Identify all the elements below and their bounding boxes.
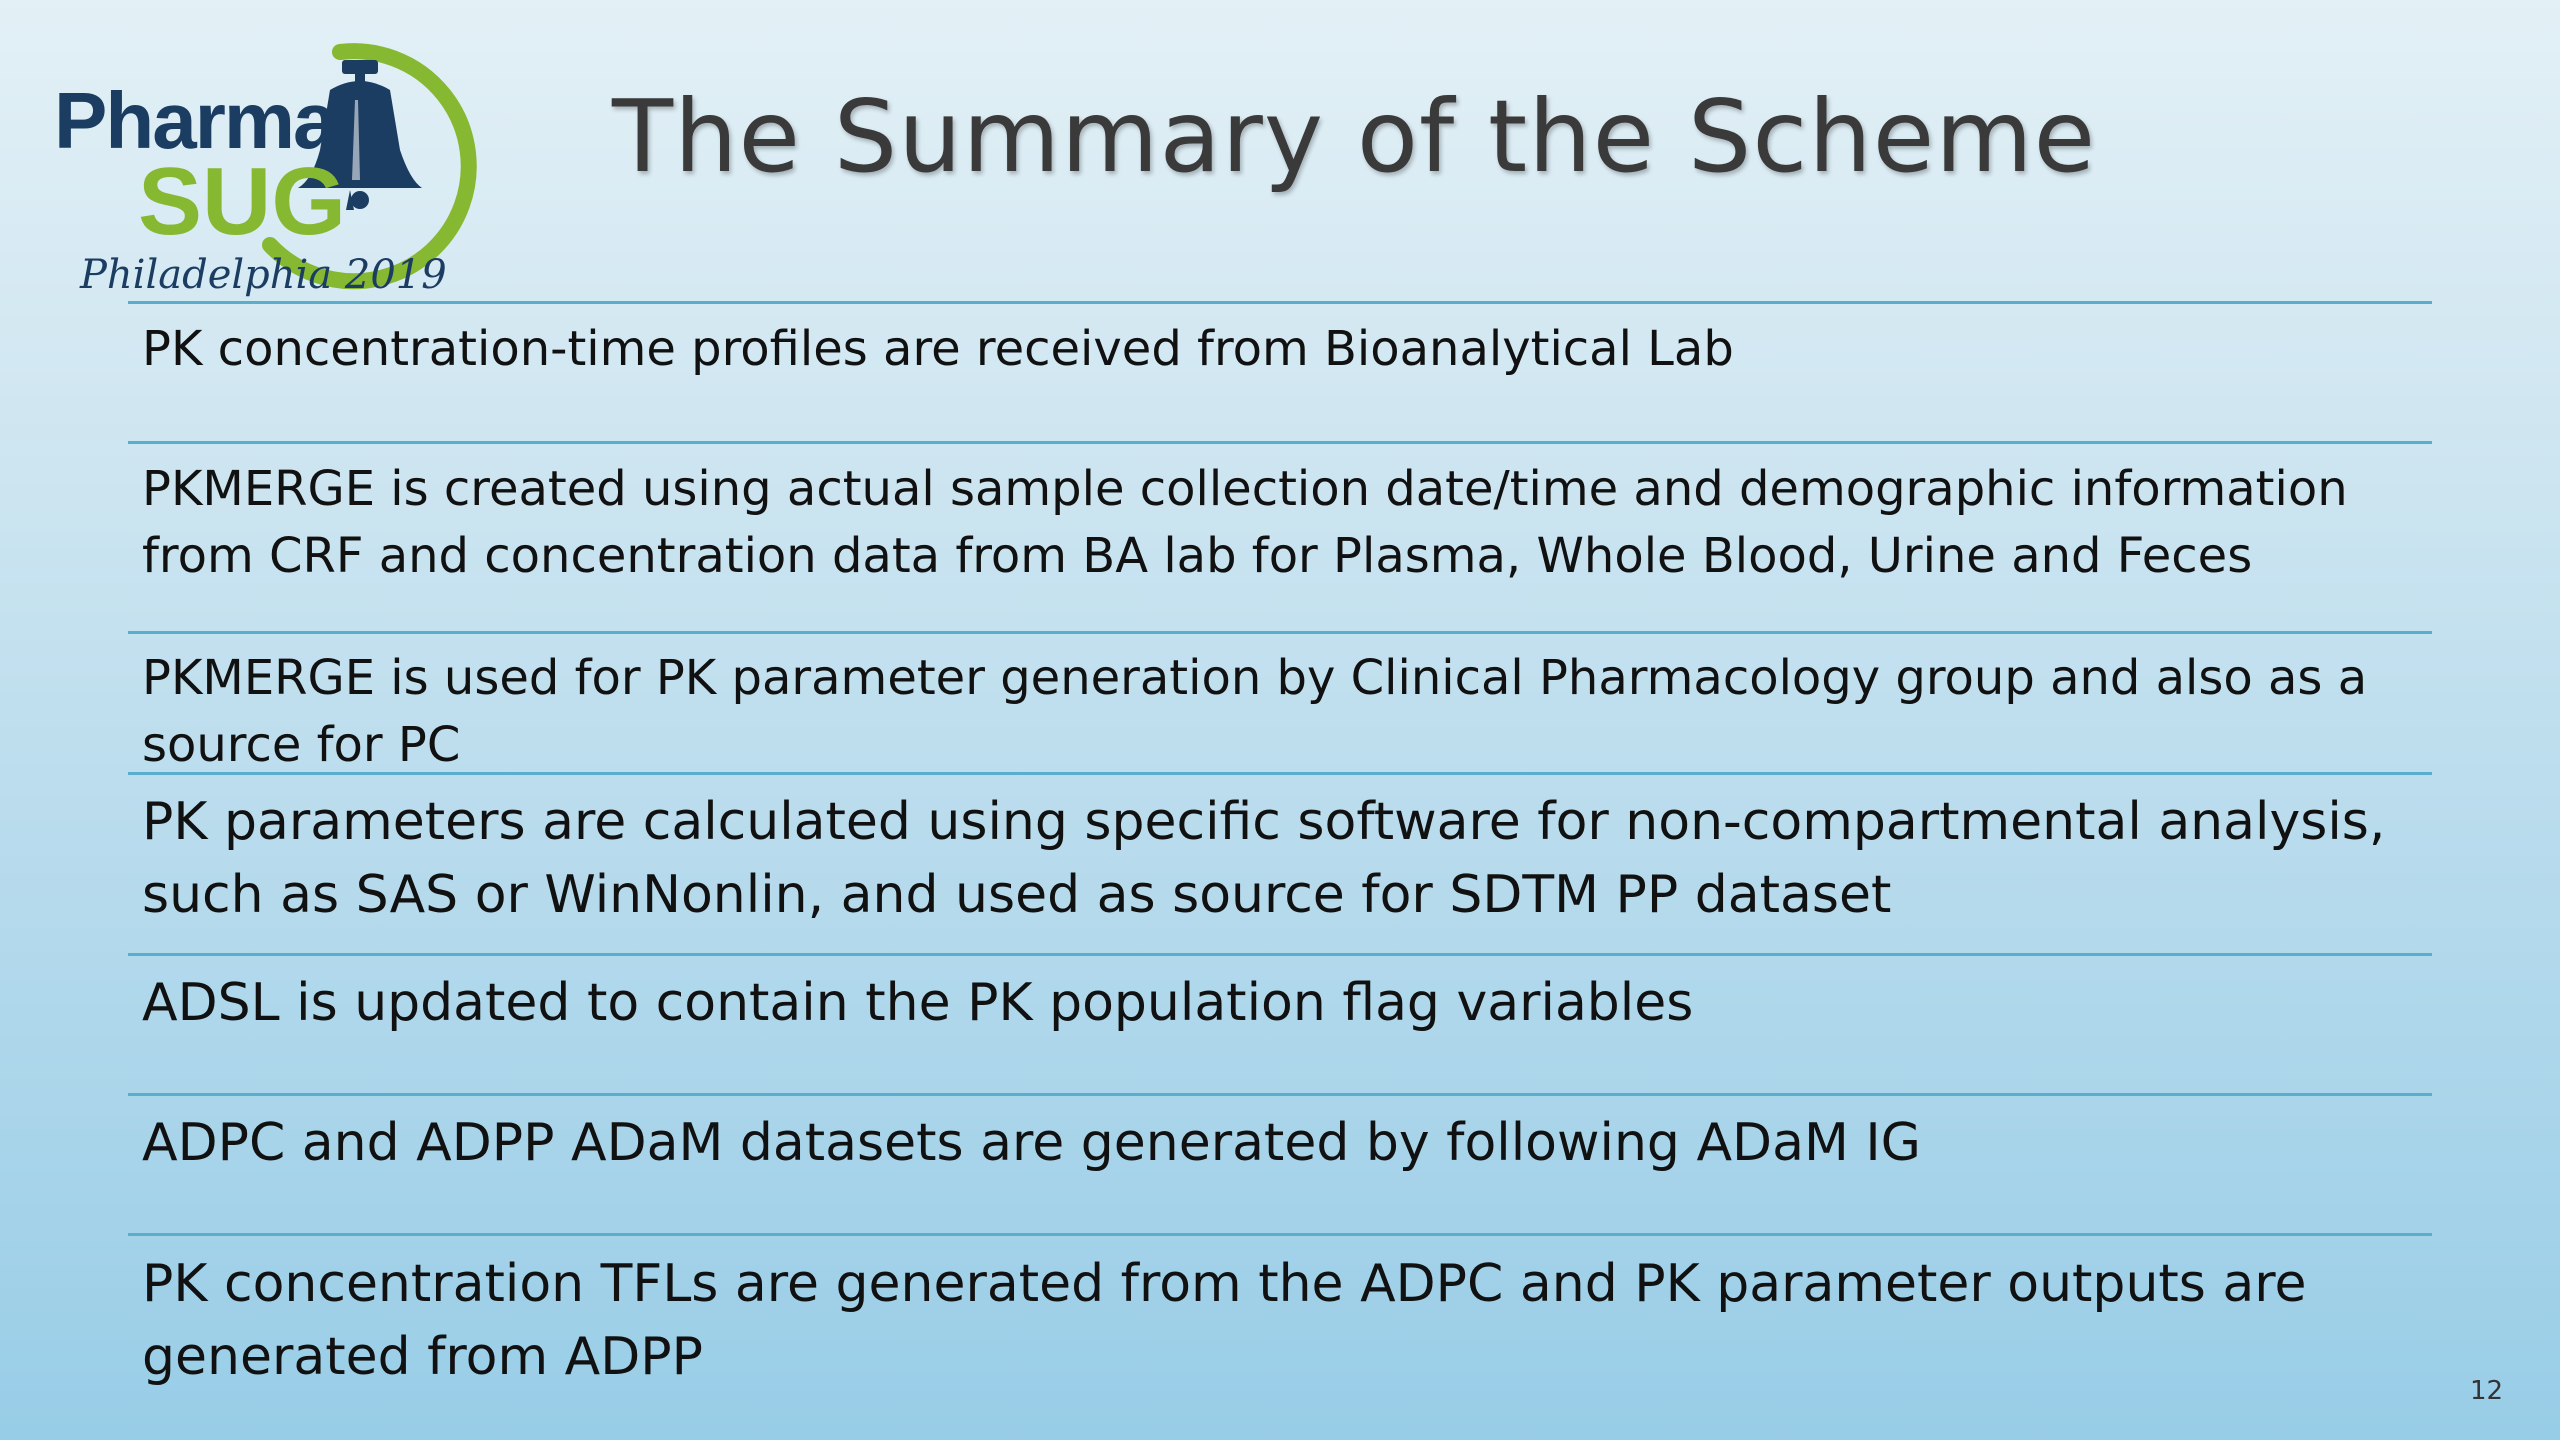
row-text: PK concentration TFLs are generated from the ADPC and PK parameter outputs are generated from ADPP [142,1254,2307,1387]
row-text: PKMERGE is created using actual sample collection date/time and demographic information from CRF and concentration data from BA lab for Plasma, Whole Blood, Urine and Feces [142,461,2348,584]
row-text: PK concentration-time profiles are received from Bioanalytical Lab [142,321,1734,377]
row-text: ADPC and ADPP ADaM datasets are generated by following ADaM IG [142,1113,1921,1173]
summary-row-1 [142,316,2432,383]
slide-title: The Summary of the Scheme [612,78,2097,195]
summary-row-3 [142,645,2432,779]
row-text: ADSL is updated to contain the PK population flag variables [142,973,1694,1033]
logo-sug-text: SUG [138,148,347,255]
row-text: PKMERGE is used for PK parameter generation by Clinical Pharmacology group and also as a source for PC [142,650,2368,773]
pharmasug-logo [50,30,480,310]
summary-row-4 [142,786,2432,932]
row-divider [128,1233,2432,1236]
row-text: PK parameters are calculated using specific software for non-compartmental analysis, such as SAS or WinNonlin, and used as source for SDTM PP dataset [142,792,2386,925]
summary-row-6 [142,1107,2432,1180]
row-divider [128,1093,2432,1096]
row-divider [128,441,2432,444]
row-divider [128,631,2432,634]
row-divider [128,953,2432,956]
logo-pharma-text: Pharma [54,76,336,165]
summary-row-2 [142,456,2432,590]
row-divider [128,301,2432,304]
logo-city-text: Philadelphia 2019 [80,252,447,298]
summary-row-7 [142,1248,2432,1394]
summary-row-5 [142,967,2432,1040]
page-number: 12 [2470,1376,2504,1406]
